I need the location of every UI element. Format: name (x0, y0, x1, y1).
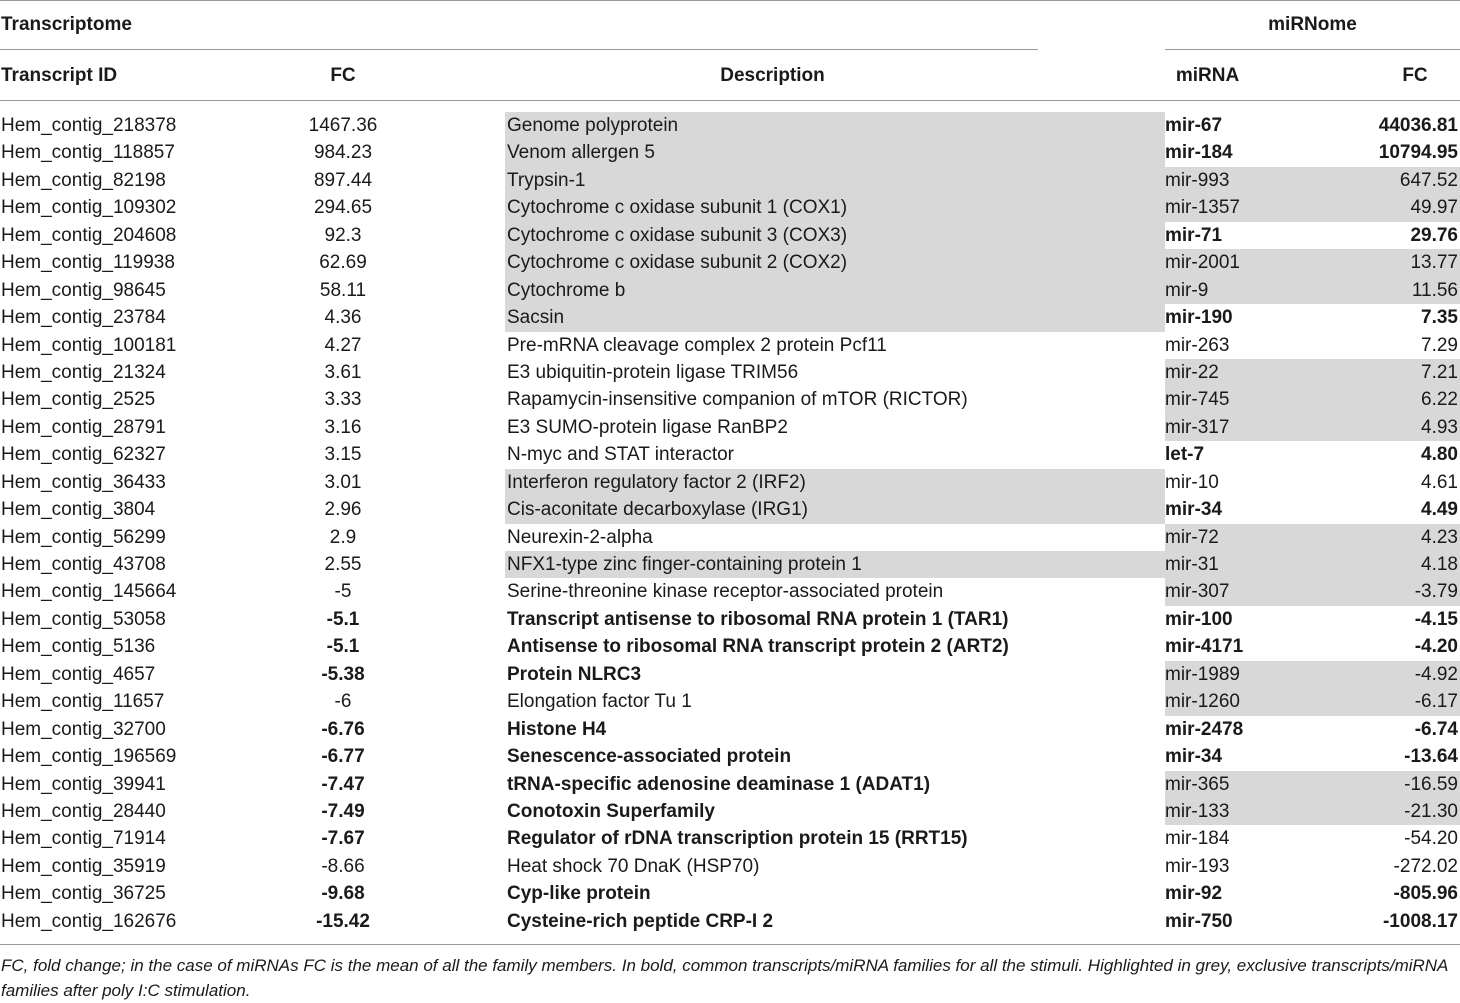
transcriptome-group-rule (0, 49, 1038, 50)
mirna-fc-cell: 29.76 (1410, 224, 1458, 246)
transcript-fc-cell: 294.65 (313, 197, 373, 219)
mirna-fc-cell: -3.79 (1414, 581, 1458, 603)
mirna-fc-cell: -54.20 (1404, 828, 1458, 850)
table-row (0, 606, 1460, 633)
transcriptome-header: Transcriptome (1, 14, 132, 35)
mirna-fc-cell: 7.21 (1421, 361, 1458, 383)
transcript-fc-cell: -6.77 (321, 746, 365, 768)
mirna-cell: mir-34 (1165, 746, 1223, 768)
description-cell: E3 SUMO-protein ligase RanBP2 (507, 416, 788, 438)
description-cell: Cytochrome b (507, 279, 626, 301)
transcript-id-cell: Hem_contig_162676 (1, 910, 177, 932)
description-cell: Neurexin-2-alpha (507, 526, 653, 548)
transcript-fc-cell: -15.42 (316, 910, 370, 932)
transcript-id-cell: Hem_contig_28791 (1, 416, 166, 438)
description-cell: Genome polyprotein (507, 115, 679, 136)
transcript-id-cell: Hem_contig_82198 (1, 169, 166, 191)
table-row (0, 332, 1460, 359)
transcript-fc-cell: -7.47 (321, 773, 365, 795)
transcript-id-cell: Hem_contig_35919 (1, 855, 166, 877)
mirna-cell: mir-993 (1165, 169, 1230, 191)
transcript-fc-cell: 3.01 (324, 471, 362, 493)
transcript-fc-cell: 2.55 (324, 554, 362, 575)
description-highlight (505, 304, 1165, 331)
mirna-fc-cell: -272.02 (1393, 855, 1458, 877)
mirna-fc-cell: 4.93 (1421, 416, 1458, 438)
description-cell: Pre-mRNA cleavage complex 2 protein Pcf11 (507, 334, 887, 356)
description-cell: Venom allergen 5 (507, 142, 655, 164)
table-row (0, 880, 1460, 907)
transcript-id-cell: Hem_contig_32700 (1, 718, 166, 740)
mirna-cell: mir-133 (1165, 800, 1230, 822)
transcript-id-cell: Hem_contig_196569 (1, 746, 177, 768)
mirna-cell: mir-1260 (1165, 691, 1240, 713)
description-cell: Cysteine-rich peptide CRP-I 2 (507, 910, 774, 932)
col-header-fc: FC (330, 65, 356, 86)
mirna-fc-cell: 10794.95 (1378, 142, 1458, 164)
col-header-mirna-fc: FC (1402, 65, 1428, 86)
table-row (0, 386, 1460, 413)
description-cell: Conotoxin Superfamily (507, 800, 715, 822)
description-cell: Cis-aconitate decarboxylase (IRG1) (507, 499, 808, 521)
mirna-cell: mir-22 (1165, 361, 1219, 383)
mirna-fc-cell: -4.92 (1414, 663, 1458, 685)
mirna-cell: mir-10 (1165, 471, 1219, 493)
transcript-fc-cell: 58.11 (319, 279, 367, 301)
mirna-fc-cell: 4.80 (1421, 444, 1458, 466)
transcript-fc-cell: 2.96 (324, 499, 362, 521)
transcript-id-cell: Hem_contig_4657 (1, 663, 156, 685)
table-row (0, 551, 1460, 578)
mirna-fc-cell: -805.96 (1393, 883, 1458, 905)
mirna-fc-cell: -16.59 (1404, 773, 1458, 795)
description-cell: Cyp-like protein (507, 883, 651, 905)
mirna-cell: mir-71 (1165, 224, 1223, 246)
mirna-fc-cell: 7.35 (1421, 307, 1458, 329)
mirna-cell: mir-92 (1165, 883, 1223, 905)
mirna-cell: mir-184 (1165, 142, 1233, 164)
header-bottom-rule (0, 100, 1460, 101)
transcript-fc-cell: -7.67 (321, 828, 365, 850)
col-header-mirna: miRNA (1175, 65, 1240, 86)
mirna-fc-cell: -13.64 (1404, 746, 1458, 768)
mirna-fc-cell: 4.23 (1421, 526, 1458, 548)
table-row (0, 798, 1460, 825)
mirna-cell: mir-184 (1165, 828, 1230, 850)
transcript-id-cell: Hem_contig_5136 (1, 636, 156, 658)
mirna-cell: mir-745 (1165, 389, 1230, 411)
description-cell: Antisense to ribosomal RNA transcript protein 2 (ART2) (507, 636, 1009, 658)
transcript-id-cell: Hem_contig_109302 (1, 197, 177, 219)
transcript-id-cell: Hem_contig_36725 (1, 883, 166, 905)
transcript-fc-cell: -5.1 (326, 636, 360, 658)
mirna-cell: mir-67 (1165, 115, 1223, 136)
table-body (0, 112, 1460, 935)
table-row (0, 139, 1460, 166)
transcript-id-cell: Hem_contig_11657 (1, 691, 165, 713)
col-header-transcript-id: Transcript ID (1, 65, 118, 86)
description-cell: Sacsin (507, 307, 565, 329)
mirna-fc-cell: 11.56 (1411, 279, 1458, 301)
mirna-fc-cell: -21.30 (1404, 800, 1458, 822)
transcript-id-cell: Hem_contig_2525 (1, 389, 156, 411)
transcript-id-cell: Hem_contig_71914 (1, 828, 166, 850)
description-cell: Trypsin-1 (507, 169, 586, 191)
mirna-cell: mir-1357 (1165, 197, 1240, 219)
mirnome-group-rule (1165, 49, 1460, 50)
description-highlight (505, 167, 1165, 194)
col-header-description: Description (720, 65, 825, 86)
table-row (0, 524, 1460, 551)
mirna-cell: mir-365 (1165, 773, 1230, 795)
table-row (0, 578, 1460, 605)
transcript-fc-cell: -6 (334, 691, 352, 713)
table-row (0, 112, 1460, 139)
mirna-fc-cell: -4.15 (1414, 608, 1458, 630)
transcript-fc-cell: 4.36 (324, 307, 362, 329)
mirna-cell: mir-100 (1165, 608, 1233, 630)
transcript-fc-cell: -7.49 (321, 800, 365, 822)
transcript-fc-cell: -5.38 (321, 663, 365, 685)
transcript-id-cell: Hem_contig_218378 (1, 115, 177, 136)
mirna-cell: mir-72 (1165, 526, 1219, 548)
mirna-cell: mir-31 (1165, 554, 1219, 575)
table-row (0, 688, 1460, 715)
transcript-fc-cell: 897.44 (313, 169, 373, 191)
table-row (0, 194, 1460, 221)
table-row (0, 359, 1460, 386)
mirna-fc-cell: 7.29 (1421, 334, 1458, 356)
table-row (0, 716, 1460, 743)
mirna-fc-cell: -1008.17 (1382, 910, 1458, 932)
transcript-id-cell: Hem_contig_98645 (1, 279, 166, 301)
table-row (0, 853, 1460, 880)
mirna-fc-cell: 49.97 (1410, 197, 1458, 219)
transcript-id-cell: Hem_contig_53058 (1, 608, 166, 630)
table-row (0, 743, 1460, 770)
mirna-cell: mir-193 (1165, 855, 1230, 877)
mirna-fc-cell: -6.17 (1414, 691, 1458, 713)
top-rule (0, 0, 1460, 1)
transcript-fc-cell: 1467.36 (308, 115, 378, 136)
transcript-id-cell: Hem_contig_28440 (1, 800, 166, 822)
transcript-id-cell: Hem_contig_204608 (1, 224, 177, 246)
table-row (0, 496, 1460, 523)
transcript-id-cell: Hem_contig_119938 (1, 252, 175, 274)
table-row (0, 222, 1460, 249)
transcript-id-cell: Hem_contig_39941 (1, 773, 166, 795)
transcript-id-cell: Hem_contig_36433 (1, 471, 166, 493)
mirna-cell: mir-4171 (1165, 636, 1244, 658)
mirna-cell: mir-317 (1165, 416, 1230, 438)
transcript-id-cell: Hem_contig_118857 (1, 142, 175, 164)
description-cell: Rapamycin-insensitive companion of mTOR (RICTOR) (507, 389, 968, 411)
table-row (0, 825, 1460, 852)
mirna-cell: mir-2001 (1165, 252, 1240, 274)
description-cell: Senescence-associated protein (507, 746, 792, 768)
transcript-id-cell: Hem_contig_21324 (1, 361, 166, 383)
transcript-fc-cell: -5.1 (326, 608, 360, 630)
mirna-fc-cell: 4.18 (1421, 554, 1458, 575)
table-row (0, 633, 1460, 660)
mirna-cell: mir-190 (1165, 307, 1233, 329)
mirna-fc-cell: 4.61 (1421, 471, 1458, 493)
mirna-cell: mir-750 (1165, 910, 1233, 932)
transcript-id-cell: Hem_contig_56299 (1, 526, 166, 548)
mirna-cell: mir-263 (1165, 334, 1230, 356)
transcript-fc-cell: -5 (334, 581, 352, 603)
table-row (0, 414, 1460, 441)
table-row (0, 771, 1460, 798)
transcript-fc-cell: 2.9 (329, 526, 357, 548)
description-cell: Serine-threonine kinase receptor-associated protein (507, 581, 944, 603)
table-bottom-rule (0, 944, 1460, 945)
transcript-fc-cell: 984.23 (313, 142, 373, 164)
table-row (0, 661, 1460, 688)
mirna-fc-cell: 6.22 (1421, 389, 1458, 411)
mirna-fc-cell: 44036.81 (1378, 115, 1458, 136)
transcript-id-cell: Hem_contig_3804 (1, 499, 156, 521)
description-cell: Interferon regulatory factor 2 (IRF2) (507, 471, 806, 493)
transcript-fc-cell: -8.66 (321, 855, 365, 877)
transcript-fc-cell: 62.69 (319, 252, 367, 274)
mirna-fc-cell: 647.52 (1399, 169, 1458, 191)
description-cell: Regulator of rDNA transcription protein 15 (RRT15) (507, 828, 968, 850)
description-cell: E3 ubiquitin-protein ligase TRIM56 (507, 361, 799, 383)
transcript-id-cell: Hem_contig_145664 (1, 581, 177, 603)
transcript-id-cell: Hem_contig_43708 (1, 554, 166, 575)
mirna-cell: mir-307 (1165, 581, 1230, 603)
transcript-fc-cell: 3.15 (324, 444, 362, 466)
table-row (0, 277, 1460, 304)
table-row (0, 304, 1460, 331)
description-cell: Histone H4 (507, 718, 607, 740)
description-cell: Heat shock 70 DnaK (HSP70) (507, 855, 760, 877)
description-cell: Protein NLRC3 (507, 663, 642, 685)
table-row (0, 249, 1460, 276)
table-row (0, 469, 1460, 496)
description-cell: Cytochrome c oxidase subunit 2 (COX2) (507, 252, 848, 274)
table-footnote: FC, fold change; in the case of miRNAs FC is the mean of all the family members. In bold, common transcripts/miRNA families for all the stimuli. Highlighted in grey, exclusive transcripts/miRNA families after poly I:C stimulation. (1, 956, 1448, 1000)
mirna-fc-cell: 4.49 (1421, 499, 1458, 521)
description-cell: Elongation factor Tu 1 (507, 691, 692, 713)
mirna-fc-cell: -4.20 (1414, 636, 1458, 658)
transcript-fc-cell: 3.33 (324, 389, 362, 411)
transcript-fc-cell: 92.3 (324, 224, 362, 246)
description-cell: NFX1-type zinc finger-containing protein 1 (507, 554, 862, 575)
table-row (0, 441, 1460, 468)
mirna-cell: mir-1989 (1165, 663, 1240, 685)
mirna-fc-cell: 13.77 (1410, 252, 1458, 274)
table-row (0, 167, 1460, 194)
mirna-cell: mir-2478 (1165, 718, 1244, 740)
mirna-cell: mir-34 (1165, 499, 1223, 521)
description-cell: Transcript antisense to ribosomal RNA protein 1 (TAR1) (507, 608, 1009, 630)
transcript-fc-cell: 4.27 (324, 334, 362, 356)
description-cell: Cytochrome c oxidase subunit 1 (COX1) (507, 197, 848, 219)
mirna-cell: mir-9 (1165, 279, 1209, 301)
transcript-id-cell: Hem_contig_23784 (1, 307, 166, 329)
description-cell: N-myc and STAT interactor (507, 444, 735, 466)
transcript-fc-cell: 3.61 (324, 361, 362, 383)
transcript-id-cell: Hem_contig_62327 (1, 444, 166, 466)
description-cell: tRNA-specific adenosine deaminase 1 (ADAT1) (507, 773, 931, 795)
transcript-fc-cell: 3.16 (324, 416, 362, 438)
mirna-fc-cell: -6.74 (1414, 718, 1458, 740)
transcript-fc-cell: -9.68 (321, 883, 365, 905)
description-cell: Cytochrome c oxidase subunit 3 (COX3) (507, 224, 848, 246)
table-row (0, 908, 1460, 935)
transcript-fc-cell: -6.76 (321, 718, 365, 740)
transcript-id-cell: Hem_contig_100181 (1, 334, 177, 356)
mirna-cell: let-7 (1165, 444, 1205, 466)
mirnome-header: miRNome (1268, 14, 1357, 35)
